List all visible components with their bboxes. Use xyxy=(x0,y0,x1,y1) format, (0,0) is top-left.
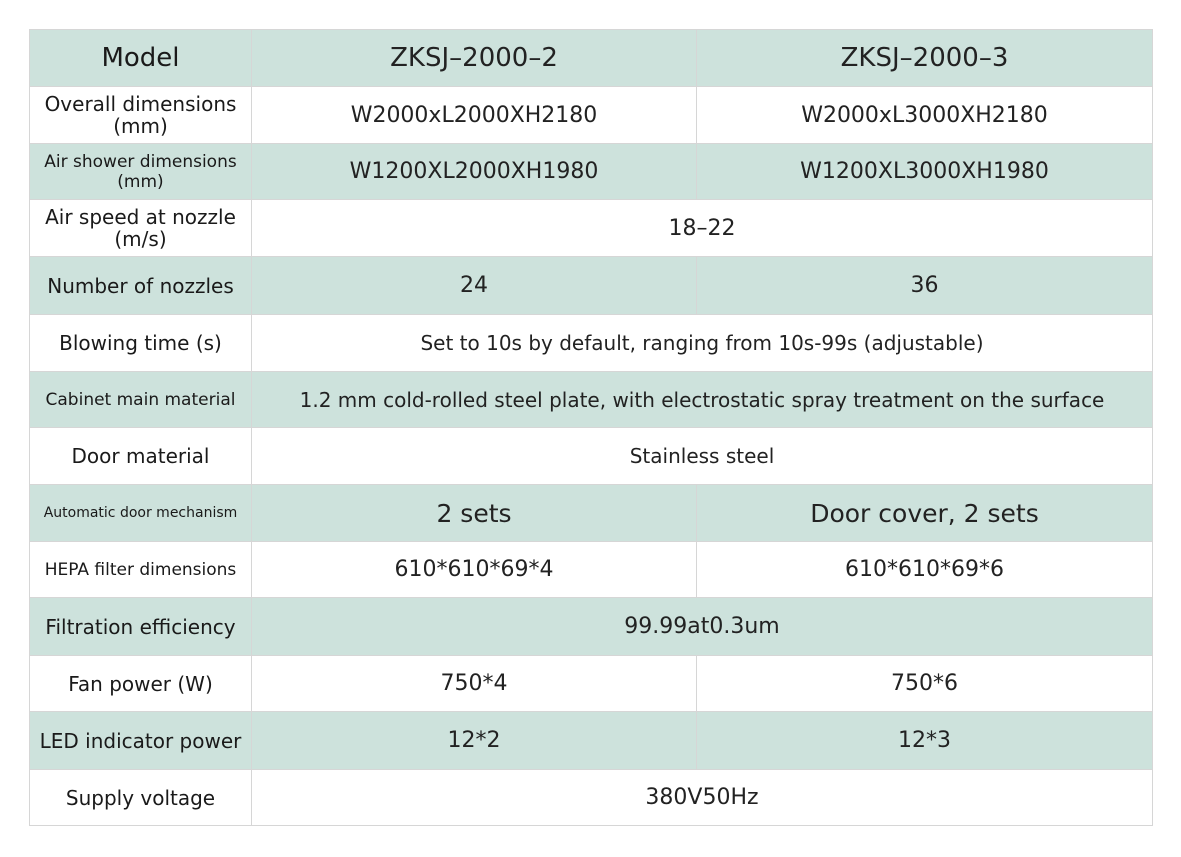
table-row xyxy=(30,200,1153,257)
row-label: Number of nozzles xyxy=(30,257,252,315)
row-value-1: W1200XL2000XH1980 xyxy=(252,144,697,200)
row-value-1: 24 xyxy=(252,257,697,315)
model-2: ZKSJ–2000–3 xyxy=(697,30,1153,87)
row-label: HEPA filter dimensions xyxy=(30,542,252,598)
row-value: Stainless steel xyxy=(252,428,1153,485)
row-value-2: W2000xL3000XH2180 xyxy=(697,87,1153,144)
row-value-1: 610*610*69*4 xyxy=(252,542,697,598)
table-row xyxy=(30,428,1153,485)
table-row xyxy=(30,542,1153,598)
row-label: Cabinet main material xyxy=(30,372,252,428)
row-value: 18–22 xyxy=(252,200,1153,257)
row-label: Blowing time (s) xyxy=(30,315,252,372)
row-value: 1.2 mm cold-rolled steel plate, with electrostatic spray treatment on the surface xyxy=(252,372,1153,428)
table-row xyxy=(30,315,1153,372)
row-value-2: 36 xyxy=(697,257,1153,315)
row-label: Air shower dimensions (mm) xyxy=(30,144,252,200)
row-label: Supply voltage xyxy=(30,770,252,826)
row-value-2: 750*6 xyxy=(697,656,1153,712)
table-row xyxy=(30,712,1153,770)
row-value: Set to 10s by default, ranging from 10s-99s (adjustable) xyxy=(252,315,1153,372)
row-value-1: W2000xL2000XH2180 xyxy=(252,87,697,144)
row-label: Automatic door mechanism xyxy=(30,485,252,542)
row-label: Fan power (W) xyxy=(30,656,252,712)
row-value-2: 12*3 xyxy=(697,712,1153,770)
table-row xyxy=(30,598,1153,656)
row-value: 99.99at0.3um xyxy=(252,598,1153,656)
row-label: Filtration efficiency xyxy=(30,598,252,656)
spec-table xyxy=(29,29,1153,826)
table-row xyxy=(30,257,1153,315)
row-value-2: 610*610*69*6 xyxy=(697,542,1153,598)
row-label: Door material xyxy=(30,428,252,485)
row-value-2: W1200XL3000XH1980 xyxy=(697,144,1153,200)
table-row xyxy=(30,770,1153,826)
row-label: Air speed at nozzle (m/s) xyxy=(30,200,252,257)
row-label: LED indicator power xyxy=(30,712,252,770)
table-row xyxy=(30,485,1153,542)
table-row xyxy=(30,372,1153,428)
row-value: 380V50Hz xyxy=(252,770,1153,826)
header-label: Model xyxy=(30,30,252,87)
row-label: Overall dimensions (mm) xyxy=(30,87,252,144)
table-row xyxy=(30,87,1153,144)
model-1: ZKSJ–2000–2 xyxy=(252,30,697,87)
row-value-1: 12*2 xyxy=(252,712,697,770)
table-row xyxy=(30,656,1153,712)
row-value-1: 750*4 xyxy=(252,656,697,712)
table-row xyxy=(30,144,1153,200)
row-value-1: 2 sets xyxy=(252,485,697,542)
header-row xyxy=(30,30,1153,87)
row-value-2: Door cover, 2 sets xyxy=(697,485,1153,542)
